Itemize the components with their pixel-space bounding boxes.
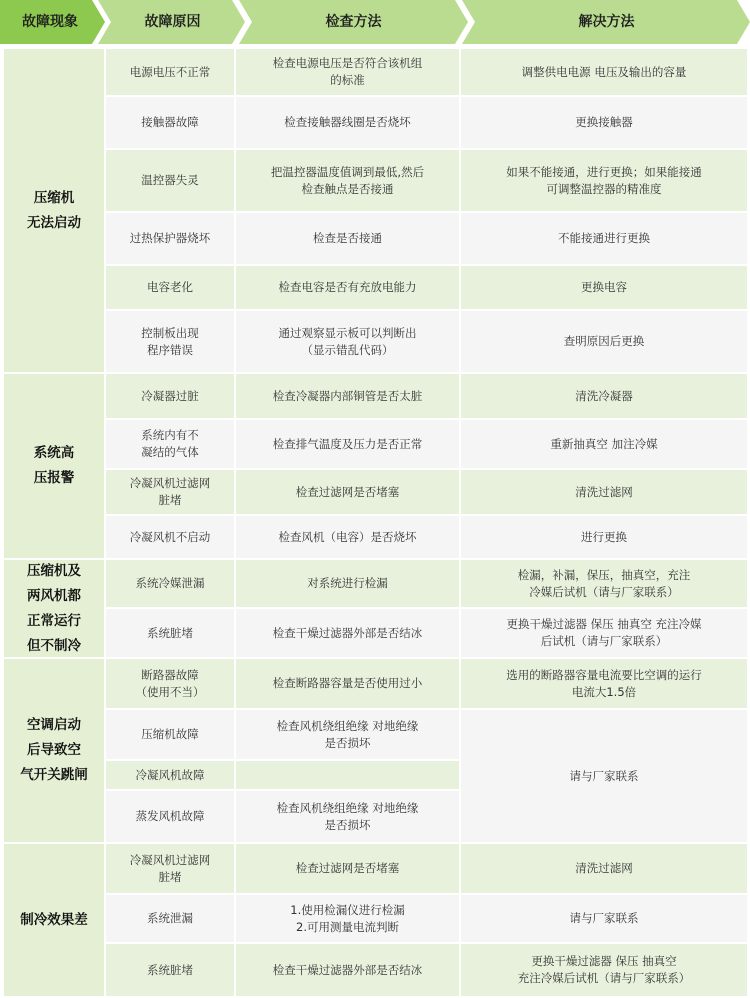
check-cell: 检查干燥过滤器外部是否结冰 — [236, 944, 459, 996]
check-cell: 检查冷凝器内部铜管是否太脏 — [236, 374, 459, 418]
cause-cell: 压缩机故障 — [106, 710, 234, 759]
cause-cell: 系统冷媒泄漏 — [106, 560, 234, 607]
cause-cell: 冷凝风机不启动 — [106, 516, 234, 558]
solution-cell-merged: 请与厂家联系 — [461, 710, 747, 842]
solution-cell: 查明原因后更换 — [461, 311, 747, 372]
cause-cell: 蒸发风机故障 — [106, 791, 234, 842]
header-check: 检查方法 — [325, 14, 382, 30]
solution-cell: 检漏，补漏，保压，抽真空，充注 冷媒后试机（请与厂家联系） — [461, 560, 747, 607]
symptom-cell: 制冷效果差 — [4, 844, 104, 996]
check-cell: 检查电源电压是否符合该机组 的标准 — [236, 49, 459, 95]
check-cell: 检查过滤网是否堵塞 — [236, 844, 459, 893]
solution-cell: 不能接通进行更换 — [461, 213, 747, 264]
solution-cell: 更换干燥过滤器 保压 抽真空 充注冷媒后试机（请与厂家联系） — [461, 944, 747, 996]
solution-cell: 请与厂家联系 — [461, 895, 747, 942]
solution-cell: 更换接触器 — [461, 97, 747, 148]
cause-cell: 控制板出现 程序错误 — [106, 311, 234, 372]
solution-cell: 清洗过滤网 — [461, 844, 747, 893]
check-cell: 检查是否接通 — [236, 213, 459, 264]
check-cell: 检查排气温度及压力是否正常 — [236, 420, 459, 468]
cause-cell: 冷凝器过脏 — [106, 374, 234, 418]
header-symptom: 故障现象 — [22, 14, 78, 30]
cause-cell: 过热保护器烧坏 — [106, 213, 234, 264]
cause-cell: 系统脏堵 — [106, 609, 234, 657]
cause-cell: 冷凝风机过滤网 脏堵 — [106, 470, 234, 514]
check-cell: 检查干燥过滤器外部是否结冰 — [236, 609, 459, 657]
cause-cell: 电容老化 — [106, 266, 234, 309]
cause-cell: 冷凝风机过滤网 脏堵 — [106, 844, 234, 893]
check-cell: 检查过滤网是否堵塞 — [236, 470, 459, 514]
check-cell: 通过观察显示板可以判断出 （显示错乱代码） — [236, 311, 459, 372]
cause-cell: 系统泄漏 — [106, 895, 234, 942]
cause-cell: 接触器故障 — [106, 97, 234, 148]
check-cell: 检查接触器线圈是否烧坏 — [236, 97, 459, 148]
solution-cell: 选用的断路器容量电流要比空调的运行 电流大1.5倍 — [461, 659, 747, 708]
solution-cell: 进行更换 — [461, 516, 747, 558]
check-cell: 检查断路器容量是否使用过小 — [236, 659, 459, 708]
solution-cell: 调整供电电源 电压及输出的容量 — [461, 49, 747, 95]
symptom-cell: 空调启动 后导致空 气开关跳闸 — [4, 659, 104, 842]
solution-cell: 清洗过滤网 — [461, 470, 747, 514]
cause-cell: 断路器故障 （使用不当） — [106, 659, 234, 708]
check-cell: 检查风机绕组绝缘 对地绝缘 是否损坏 — [236, 710, 459, 759]
check-cell — [236, 761, 459, 789]
symptom-cell: 系统高 压报警 — [4, 374, 104, 558]
symptom-cell: 压缩机 无法启动 — [4, 49, 104, 372]
cause-cell: 冷凝风机故障 — [106, 761, 234, 789]
solution-cell: 如果不能接通，进行更换；如果能接通 可调整温控器的精准度 — [461, 150, 747, 211]
check-cell: 把温控器温度值调到最低,然后 检查触点是否接通 — [236, 150, 459, 211]
table-header — [0, 0, 750, 44]
check-cell: 1.使用检漏仪进行检漏 2.可用测量电流判断 — [236, 895, 459, 942]
header-cause: 故障原因 — [144, 14, 201, 30]
solution-cell: 更换干燥过滤器 保压 抽真空 充注冷媒 后试机（请与厂家联系） — [461, 609, 747, 657]
check-cell: 对系统进行检漏 — [236, 560, 459, 607]
symptom-cell: 压缩机及 两风机都 正常运行 但不制冷 — [4, 560, 104, 657]
cause-cell: 系统脏堵 — [106, 944, 234, 996]
check-cell: 检查风机（电容）是否烧坏 — [236, 516, 459, 558]
solution-cell: 重新抽真空 加注冷媒 — [461, 420, 747, 468]
cause-cell: 系统内有不 凝结的气体 — [106, 420, 234, 468]
check-cell: 检查电容是否有充放电能力 — [236, 266, 459, 309]
check-cell: 检查风机绕组绝缘 对地绝缘 是否损坏 — [236, 791, 459, 842]
cause-cell: 电源电压不正常 — [106, 49, 234, 95]
solution-cell: 清洗冷凝器 — [461, 374, 747, 418]
solution-cell: 更换电容 — [461, 266, 747, 309]
cause-cell: 温控器失灵 — [106, 150, 234, 211]
header-solution: 解决方法 — [578, 14, 635, 30]
